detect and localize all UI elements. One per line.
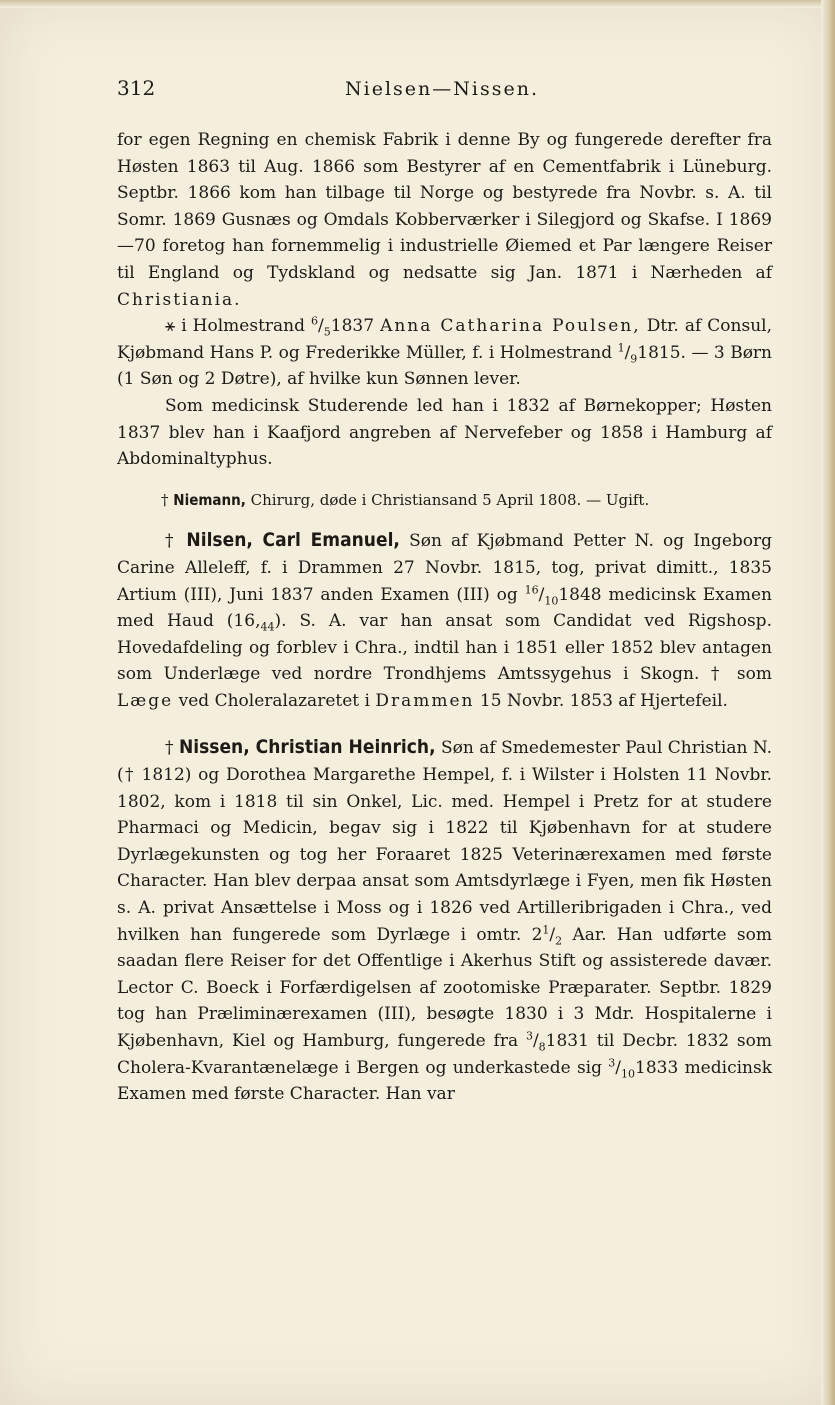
- nilsen-text-a: Søn af Kjøbmand Petter N. og Ingeborg Carine Alleleff, f. i Drammen 27 Novbr. 1815, tog, privat dimitt., 1835 Artium (III), Juni 1837 anden Examen (III) og: [117, 531, 773, 605]
- entry-niemann: [117, 487, 772, 514]
- spacer: [117, 513, 772, 527]
- title-laege: Læge: [117, 690, 174, 711]
- entry-nissen: † Nissen, Christian Heinrich, Søn af Smedemester Paul Christian N. († 1812) og Dorothea Margarethe Hempel, f. i Wilster i Holsten 11 Novbr. 1802, kom i 1818 til sin Onkel, Lic. med. Hempel i Pretz for at studere Pharmaci og Medicin, begav sig i 1822 til Kjøbenhavn for at studere Dyrlægekunsten og tog her Foraaret 1825 Veterinærexamen med første Character. Han blev derpaa ansat som Amtsdyrlæge i Fyen, men fik Høsten s. A. privat Ansættelse i Moss og i 1826 ved Artilleribrigaden i Chra., ved hvilken han fungerede som Dyrlæge i omtr. $2^1/_2$ Aar. Han udførte som saadan flere Reiser for det Offentlige i Akerhus Stift og assisterede davær. Lector C. Boeck i Forfærdigelsen af zootomiske Præparater. Septbr. 1829 tog han Præliminærexamen (III), besøgte 1830 i 3 Mdr. Hospitalerne i Kjøbenhavn, Kiel og Hamburg, fungerede fra $^3/_81831$ til Decbr. 1832 som Cholera-Kvarantænelæge i Bergen og underkastede sig $^3/_{10}1833$ medicinsk Examen med første Character. Han var: [117, 736, 773, 1105]
- entry-marriage: ⚹ i Holmestrand $^6/_51837$ Anna Catharina Poulsen, Dtr. af Consul, Kjøbmand Hans P. og Frederikke Müller, f. i Holmestrand $^1/_91815$. — 3 Børn (1 Søn og 2 Døtre), af hvilke kun Sønnen lever.: [117, 314, 773, 390]
- nilsen-text-e: 15 Novbr. 1853 af Hjertefeil.: [479, 690, 728, 711]
- page-top-edge: [0, 0, 835, 8]
- date1-sup: 3: [525, 1029, 533, 1043]
- nilsen-text-d: ved Choleralazaretet i: [178, 690, 370, 711]
- entry-name-nissen: Nissen, Christian Heinrich,: [178, 736, 436, 759]
- dagger-mark: †: [165, 531, 178, 552]
- wife-name: Anna Catharina Poulsen,: [380, 316, 641, 337]
- nissen-text-b: Aar. Han udførte som saadan flere Reiser for det Offentlige i Akerhus Stift og assisterede davær. Lector C. Boeck i Forfærdigelsen af zootomiske Præparater. Septbr. 1829 tog han Præliminærexamen (III), besøgte 1830 i 3 Mdr. Hospitalerne i Kjøbenhavn, Kiel og Hamburg, fungerede fra: [117, 924, 772, 1051]
- entry-continuation-career: [117, 127, 772, 313]
- place-drammen: Drammen: [375, 690, 475, 711]
- spacer: [117, 714, 772, 734]
- entry-nilsen: † Nilsen, Carl Emanuel, Søn af Kjøbmand Petter N. og Ingeborg Carine Alleleff, f. i Drammen 27 Novbr. 1815, tog, privat dimitt., 1835 Artium (III), Juni 1837 anden Examen (III) og $^{16}/_{10}1848$ medicinsk Examen med Haud $(16,_{44})$. S. A. var han ansat som Candidat ved Rigshosp. Hovedafdeling og forblev i Chra., indtil han i 1851 eller 1852 blev antagen som Underlæge ved nordre Trondhjems Amtssygehus i Skogn. † som Læge ved Choleralazaretet i Drammen 15 Novbr. 1853 af Hjertefeil.: [117, 529, 773, 711]
- marriage-text-a: ⚹ i Holmestrand: [165, 316, 306, 337]
- nissen-text-a: Søn af Smedemester Paul Christian N. († 1812) og Dorothea Margarethe Hempel, f. i Wilster i Holsten 11 Novbr. 1802, kom i 1818 til sin Onkel, Lic. med. Hempel i Pretz for at studere Pharmaci og Medicin, begav sig i 1822 til Kjøbenhavn for at studere Dyrlægekunsten og tog her Foraaret 1825 Veterinærexamen med første Character. Han blev derpaa ansat som Amtsdyrlæge i Fyen, men fik Høsten s. A. privat Ansættelse i Moss og i 1826 ved Artilleribrigaden i Chra., ved hvilken han fungerede som Dyrlæge i omtr. 2: [117, 738, 773, 945]
- dagger-mark: †: [165, 738, 174, 759]
- career-text: for egen Regning en chemisk Fabrik i denne By og fungerede derefter fra Høsten 1863 til Aug. 1866 som Bestyrer af en Cementfabrik i Lüneburg. Septbr. 1866 kom han tilbage til Norge og bestyrede fra Novbr. s. A. til Somr. 1869 Gusnæs og Omdals Kobberværker i Silegjord og Skafse. I 1869—70 foretog han fornemmelig i industrielle Øiemed et Par længere Reiser til England og Tydskland og nedsatte sig Jan. 1871 i Nærheden af: [117, 130, 772, 283]
- date-sup: 16: [524, 582, 539, 596]
- page-header: [117, 72, 772, 106]
- date-sub: 10: [544, 593, 559, 607]
- marriage-text-c: Dtr. af Consul, Kjøbmand Hans P. og Frederikke Müller, f. i Holmestrand: [117, 316, 772, 363]
- running-head: Nielsen—Nissen.: [345, 78, 539, 100]
- marriage-year: 1837: [330, 316, 375, 337]
- date2-sub: 10: [621, 1066, 636, 1080]
- fraction-sub: 2: [555, 934, 563, 948]
- dagger-mark: †: [161, 490, 169, 509]
- date2-sup: 3: [608, 1055, 616, 1069]
- niemann-text: Chirurg, døde i Christiansand 5 April 1808. — Ugift.: [250, 490, 650, 509]
- date2-sup: 1: [617, 341, 625, 355]
- nilsen-text-b: 1848 medicinsk Examen med Haud (16,: [117, 584, 772, 632]
- spacer: [117, 473, 772, 487]
- nissen-text-c: 1831 til Decbr. 1832 som Cholera-Kvarantænelæge i Bergen og underkastede sig: [117, 1031, 772, 1078]
- date2-sub: 9: [630, 352, 638, 366]
- illness-text: Som medicinsk Studerende led han i 1832 af Børnekopper; Høsten 1837 blev han i Kaafjord angreben af Nervefeber og 1858 i Hamburg af Abdominaltyphus.: [117, 395, 772, 470]
- date1-sub: 8: [538, 1040, 546, 1054]
- fraction-sup: 1: [542, 922, 550, 936]
- date-sub: 5: [323, 325, 331, 339]
- grade-sub: 44: [260, 620, 275, 634]
- nissen-text-d: 1833 medicinsk Examen med første Character. Han var: [117, 1057, 772, 1105]
- page-right-edge: [821, 0, 835, 1405]
- page-number: 312: [117, 76, 156, 100]
- entry-name-niemann: Niemann,: [173, 490, 246, 509]
- page-content: [117, 127, 772, 1108]
- place-christiania: Christiania.: [117, 289, 242, 310]
- marriage-text-d: 1815. — 3 Børn (1 Søn og 2 Døtre), af hvilke kun Sønnen lever.: [117, 342, 773, 390]
- nilsen-text-c: ). S. A. var han ansat som Candidat ved Rigshosp. Hovedafdeling og forblev i Chra., indtil han i 1851 eller 1852 blev antagen som Underlæge ved nordre Trondhjems Amtssygehus i Skogn. † som: [117, 611, 772, 685]
- entry-name-nilsen: Nilsen, Carl Emanuel,: [186, 529, 400, 552]
- date-sup: 6: [311, 314, 319, 328]
- entry-illnesses: [117, 393, 772, 473]
